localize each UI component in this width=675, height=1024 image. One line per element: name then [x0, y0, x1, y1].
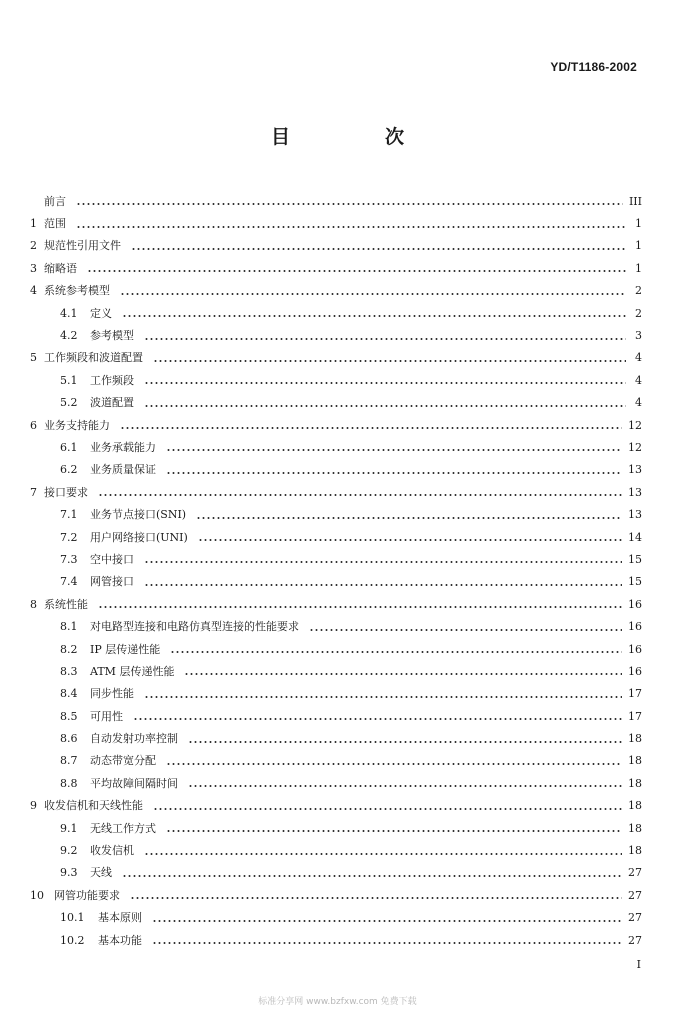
toc-entry-title: 波道配置: [90, 396, 134, 410]
toc-entry[interactable]: [30, 369, 642, 391]
toc-entry-page: 13: [628, 485, 642, 499]
dot-leader: [166, 830, 622, 832]
toc-entry-title: 工作频段和波道配置: [44, 351, 143, 365]
toc-entry-page: 27: [628, 933, 642, 947]
toc-entry-number: 8.1: [60, 620, 78, 634]
toc-entry-number: 8.2: [60, 642, 78, 656]
toc-entry-page: 16: [628, 597, 642, 611]
toc-entry-title: 业务支持能力: [44, 418, 110, 432]
toc-entry[interactable]: [30, 929, 642, 951]
toc-entry[interactable]: [30, 907, 642, 929]
toc-entry-title: 参考模型: [90, 329, 134, 343]
toc-entry-number: 8: [30, 597, 37, 611]
toc-entry[interactable]: [30, 593, 642, 615]
toc-entry[interactable]: [30, 615, 642, 637]
toc-entry-number: 4.1: [60, 306, 78, 320]
toc-entry-title: 无线工作方式: [90, 821, 156, 835]
toc-entry[interactable]: [30, 817, 642, 839]
dot-leader: [122, 875, 622, 877]
toc-entry-title: ATM 层传递性能: [90, 664, 175, 678]
toc-entry-page: 1: [635, 239, 642, 253]
toc-entry[interactable]: [30, 750, 642, 772]
toc-entry[interactable]: [30, 660, 642, 682]
toc-entry-page: 2: [635, 306, 642, 320]
toc-entry-number: 8.6: [60, 732, 78, 746]
toc-entry-number: 5.1: [60, 373, 78, 387]
toc-entry-title: 业务质量保证: [90, 463, 156, 477]
dot-leader: [98, 606, 622, 608]
toc-entry-page: III: [628, 194, 642, 208]
toc-entry[interactable]: [30, 414, 642, 436]
toc-entry-number: 10: [30, 888, 44, 902]
toc-entry-title: 基本功能: [98, 933, 142, 947]
toc-entry[interactable]: [30, 459, 642, 481]
toc-entry-number: 7: [30, 485, 37, 499]
toc-entry-title: 接口要求: [44, 485, 88, 499]
toc-entry-page: 12: [628, 440, 642, 454]
toc-entry-page: 17: [628, 709, 642, 723]
toc-entry-number: 8.7: [60, 754, 78, 768]
toc-entry-number: 5.2: [60, 396, 78, 410]
dot-leader: [130, 897, 622, 899]
toc-entry[interactable]: [30, 324, 642, 346]
toc-entry-title: 自动发射功率控制: [90, 732, 178, 746]
toc-entry-page: 18: [628, 821, 642, 835]
toc-entry[interactable]: [30, 884, 642, 906]
toc-entry[interactable]: [30, 548, 642, 570]
toc-entry[interactable]: [30, 772, 642, 794]
toc-entry-page: 18: [628, 844, 642, 858]
toc-entry-page: 1: [635, 261, 642, 275]
toc-entry[interactable]: [30, 862, 642, 884]
dot-leader: [120, 427, 622, 429]
toc-entry[interactable]: [30, 503, 642, 525]
toc-entry-number: 2: [30, 239, 37, 253]
toc-entry[interactable]: [30, 571, 642, 593]
toc-entry[interactable]: [30, 526, 642, 548]
toc-entry-page: 3: [635, 329, 642, 343]
toc-entry[interactable]: [30, 235, 642, 257]
toc-entry-number: 1: [30, 217, 37, 231]
toc-entry-page: 16: [628, 620, 642, 634]
toc-entry-title: 缩略语: [44, 261, 77, 275]
dot-leader: [87, 270, 626, 272]
toc-entry-number: 10.1: [60, 911, 85, 925]
dot-leader: [198, 539, 622, 541]
table-of-contents: [30, 190, 642, 951]
page-title: 目 次: [270, 126, 442, 148]
dot-leader: [122, 315, 626, 317]
toc-entry-page: 16: [628, 664, 642, 678]
toc-entry-title: 同步性能: [90, 687, 134, 701]
toc-entry[interactable]: [30, 705, 642, 727]
toc-entry-number: 8.5: [60, 709, 78, 723]
toc-entry-number: 4.2: [60, 329, 78, 343]
dot-leader: [166, 763, 622, 765]
toc-entry-page: 2: [635, 284, 642, 298]
toc-entry-page: 4: [635, 373, 642, 387]
toc-entry-page: 1: [635, 217, 642, 231]
toc-entry-page: 17: [628, 687, 642, 701]
toc-entry[interactable]: [30, 257, 642, 279]
toc-entry-number: 7.4: [60, 575, 78, 589]
toc-entry-title: 定义: [90, 306, 112, 320]
dot-leader: [76, 226, 626, 228]
toc-entry[interactable]: [30, 280, 642, 302]
dot-leader: [188, 785, 622, 787]
toc-entry-number: 9.2: [60, 844, 78, 858]
page-number: I: [636, 958, 641, 971]
toc-entry[interactable]: [30, 795, 642, 817]
toc-entry[interactable]: [30, 302, 642, 324]
toc-entry-number: 7.2: [60, 530, 78, 544]
toc-entry[interactable]: [30, 727, 642, 749]
dot-leader: [133, 718, 622, 720]
toc-entry-title: 工作频段: [90, 373, 134, 387]
toc-entry-number: 6: [30, 418, 37, 432]
dot-leader: [144, 584, 622, 586]
dot-leader: [309, 629, 622, 631]
toc-entry-page: 14: [628, 530, 642, 544]
dot-leader: [120, 293, 626, 295]
dot-leader: [144, 338, 626, 340]
toc-entry-page: 18: [628, 732, 642, 746]
toc-entry[interactable]: [30, 212, 642, 234]
dot-leader: [170, 651, 622, 653]
dot-leader: [144, 382, 626, 384]
toc-entry-number: 7.3: [60, 552, 78, 566]
toc-entry-page: 4: [635, 396, 642, 410]
toc-entry-title: 用户网络接口(UNI): [90, 530, 188, 544]
dot-leader: [196, 517, 622, 519]
dot-leader: [131, 248, 626, 250]
toc-entry-title: 对电路型连接和电路仿真型连接的性能要求: [90, 620, 299, 634]
toc-entry[interactable]: [30, 481, 642, 503]
toc-entry-number: 8.8: [60, 776, 78, 790]
toc-entry-number: 5: [30, 351, 37, 365]
watermark-text: 标准分享网 www.bzfxw.com 免费下载: [258, 997, 417, 1007]
toc-entry-title: 业务节点接口(SNI): [90, 508, 187, 522]
toc-entry-title: 业务承载能力: [90, 440, 156, 454]
toc-entry-number: 9.3: [60, 866, 78, 880]
document-code: YD/T1186-2002: [550, 60, 637, 74]
dot-leader: [76, 203, 623, 205]
toc-entry-title: 收发信机: [90, 844, 134, 858]
toc-entry-title: 范围: [44, 217, 66, 231]
toc-entry-page: 13: [628, 508, 642, 522]
toc-entry-title: 平均故障间隔时间: [90, 776, 178, 790]
toc-entry-title: 系统参考模型: [44, 284, 110, 298]
toc-entry-title: 规范性引用文件: [44, 239, 121, 253]
toc-entry-number: 8.3: [60, 664, 78, 678]
dot-leader: [144, 853, 622, 855]
toc-entry-title: 前言: [44, 194, 66, 208]
toc-entry-number: 8.4: [60, 687, 78, 701]
toc-entry-number: 4: [30, 284, 37, 298]
toc-entry-number: 7.1: [60, 508, 78, 522]
toc-entry-page: 18: [628, 776, 642, 790]
dot-leader: [144, 696, 622, 698]
toc-entry-page: 15: [628, 552, 642, 566]
toc-entry-number: 3: [30, 261, 37, 275]
toc-entry-number: 9: [30, 799, 37, 813]
dot-leader: [152, 920, 622, 922]
dot-leader: [166, 472, 622, 474]
toc-entry-page: 15: [628, 575, 642, 589]
toc-entry-page: 12: [628, 418, 642, 432]
dot-leader: [166, 449, 622, 451]
toc-entry-title: 可用性: [90, 709, 123, 723]
toc-entry[interactable]: [30, 839, 642, 861]
dot-leader: [144, 561, 622, 563]
toc-entry-page: 4: [635, 351, 642, 365]
toc-entry-page: 18: [628, 754, 642, 768]
toc-entry-title: 天线: [90, 866, 112, 880]
toc-entry-page: 18: [628, 799, 642, 813]
toc-entry-page: 27: [628, 866, 642, 880]
toc-entry-page: 27: [628, 911, 642, 925]
toc-entry-title: 系统性能: [44, 597, 88, 611]
toc-entry-page: 13: [628, 463, 642, 477]
dot-leader: [153, 360, 626, 362]
toc-entry-page: 16: [628, 642, 642, 656]
dot-leader: [144, 405, 626, 407]
toc-entry-page: 27: [628, 888, 642, 902]
toc-entry-title: IP 层传递性能: [90, 642, 161, 656]
toc-entry-title: 网管功能要求: [54, 888, 120, 902]
toc-entry-title: 动态带宽分配: [90, 754, 156, 768]
toc-entry[interactable]: [30, 638, 642, 660]
toc-entry[interactable]: [30, 392, 642, 414]
toc-entry-title: 基本原则: [98, 911, 142, 925]
dot-leader: [188, 741, 622, 743]
toc-entry-title: 网管接口: [90, 575, 134, 589]
dot-leader: [184, 673, 622, 675]
dot-leader: [152, 942, 622, 944]
toc-entry-number: 9.1: [60, 821, 78, 835]
dot-leader: [98, 494, 622, 496]
dot-leader: [153, 808, 622, 810]
toc-entry-number: 6.2: [60, 463, 78, 477]
toc-entry-title: 空中接口: [90, 552, 134, 566]
toc-entry[interactable]: [30, 190, 642, 212]
toc-entry[interactable]: [30, 683, 642, 705]
toc-entry-number: 10.2: [60, 933, 85, 947]
toc-entry-title: 收发信机和天线性能: [44, 799, 143, 813]
toc-entry-number: 6.1: [60, 440, 78, 454]
toc-entry[interactable]: [30, 436, 642, 458]
toc-entry[interactable]: [30, 347, 642, 369]
